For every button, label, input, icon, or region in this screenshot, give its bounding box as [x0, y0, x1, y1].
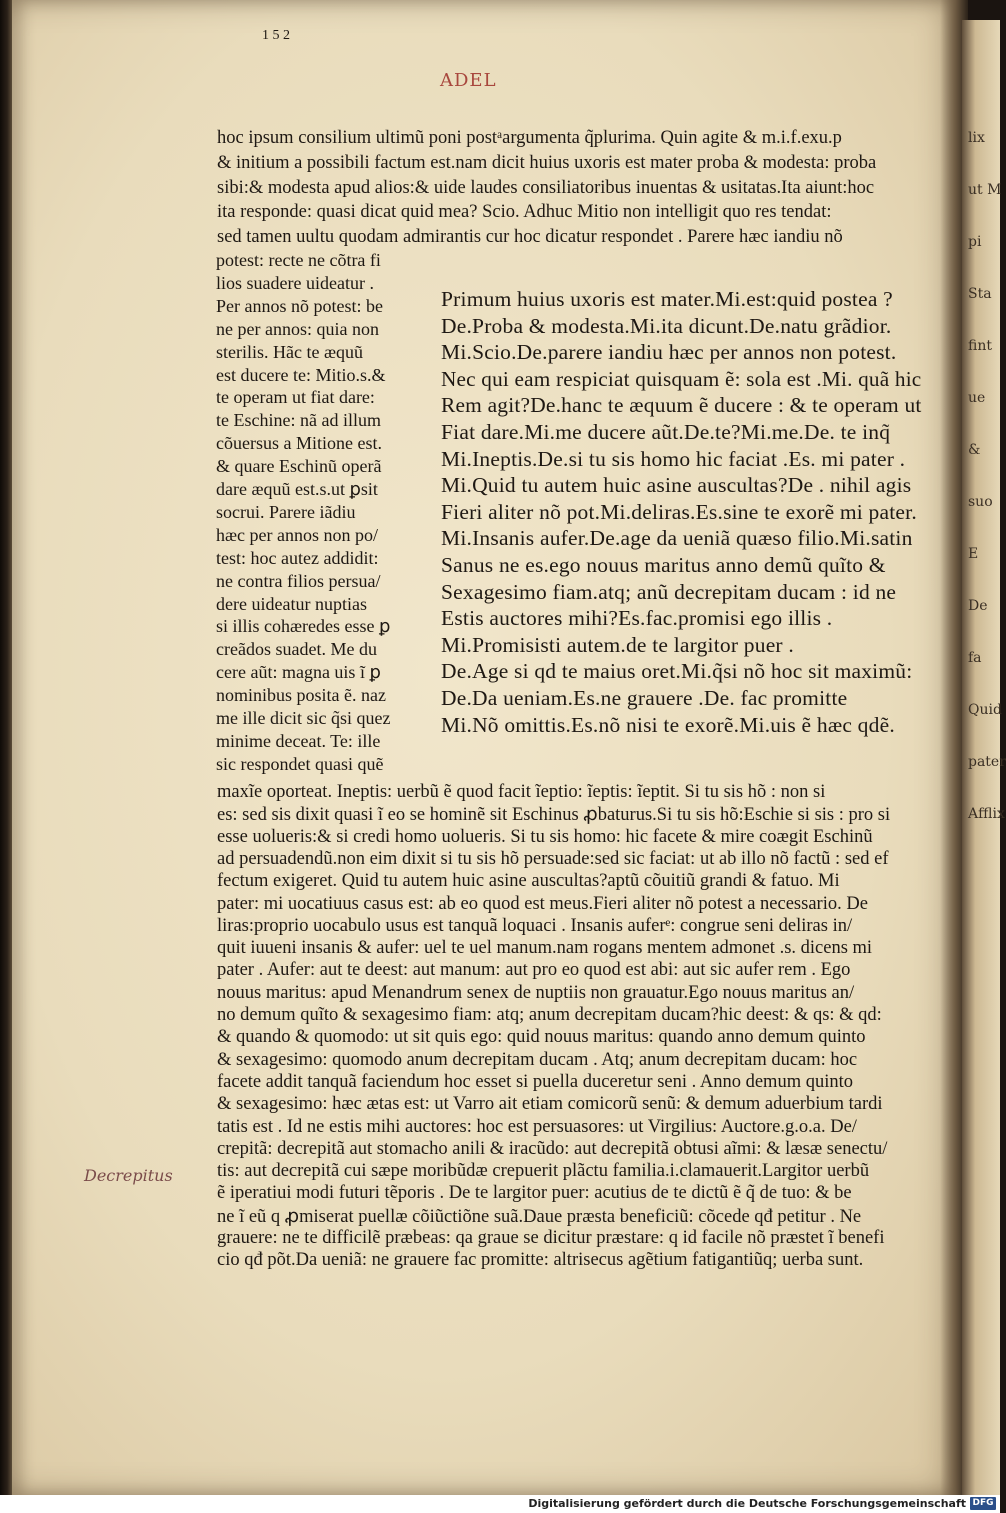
footer-credit: Digitalisierung gefördert durch die Deutsche Forschungsgemeinschaft — [528, 1497, 966, 1510]
play-line: Mi.Promisisti autem.de te largitor puer . — [441, 632, 794, 657]
play-line: De.Age si qd te maius oret.Mi.q̃si nõ hoc sit maximũ: — [441, 659, 913, 684]
book-edge-left — [0, 0, 12, 1513]
facing-page-text: Sta — [968, 286, 992, 302]
commentary-side-line: ne contra filios persua/ — [216, 570, 381, 591]
commentary-side-line: potest: recte ne cõtra fi — [216, 250, 381, 270]
commentary-side-line: cere aũt: magna uis ĩ ꝑ — [216, 662, 381, 683]
commentary-side-line: sterilis. Hãc te æquũ — [216, 341, 363, 362]
play-line: Estis auctores mihi?Es.fac.promisi ego illis . — [441, 606, 833, 631]
facing-page-text: De — [968, 598, 988, 614]
facing-page-text: & — [968, 442, 981, 458]
commentary-side-line: hæc per annos non po/ — [216, 524, 378, 545]
commentary-line: ne ĩ eũ q ꝓmiserat puellæ cõiũctiõne suã.Daue præsta beneficiũ: cõcede qđ petitur . Ne — [217, 1206, 862, 1227]
facing-page-text: ue — [968, 390, 986, 406]
commentary-line: & sexagesimo: quomodo anum decrepitam ducam . Atq; anum decrepitam ducam: hoc — [217, 1049, 858, 1070]
facing-page-text: pater — [968, 754, 1006, 770]
play-line: Mi.Insanis aufer.De.age da ueniã quæso filio.Mi.satin — [441, 526, 913, 551]
facing-page-fragment — [962, 20, 1006, 1495]
commentary-side-line: lios suadere uideatur . — [216, 272, 374, 293]
commentary-side-line: est ducere te: Mitio.s.& — [216, 364, 386, 385]
commentary-line: no demum quĩto & sexagesimo fiam: atq; anum decrepitam ducam?hic deest: & qs: & qd: — [217, 1005, 882, 1025]
commentary-line: grauere: ne te difficilẽ præbeas: qa graue se dicitur præstare: q id facile nõ præstet ĩ benefi — [217, 1228, 885, 1248]
commentary-side-line: Per annos nõ potest: be — [216, 295, 383, 316]
commentary-line: cio qđ põt.Da ueniã: ne grauere fac promitte: altrisecus agẽtium fatigantiũq; uerba sunt. — [217, 1250, 864, 1271]
commentary-side-line: te Eschine: nã ad illum — [216, 410, 381, 431]
commentary-side-line: test: hoc autez addidit: — [216, 547, 379, 568]
dfg-logo: DFG — [970, 1497, 996, 1510]
commentary-side-line: socrui. Parere iãdiu — [216, 501, 356, 522]
play-line: Fiat dare.Mi.me ducere aũt.De.te?Mi.me.De. te inq̃ — [441, 420, 891, 444]
commentary-line: tis: aut decrepitã cui sæpe moribũdæ crepuerit plãctu familia.i.clamauerit.Largitor uerbũ — [217, 1161, 870, 1182]
commentary-line: ita responde: quasi dicat quid mea? Scio. Adhuc Mitio non intelligit quo res tendat: — [217, 202, 832, 223]
facing-page-text: suo — [968, 494, 993, 510]
play-line: Mi.Nõ omittis.Es.nõ nisi te exorẽ.Mi.uis ẽ hæc qdẽ. — [441, 712, 895, 737]
commentary-line: ad persuadendũ.non eim dixit si tu sis hõ persuade:sed sic faciat: ut ab illo nõ factũ : sed ef — [217, 848, 889, 869]
facing-page-text: fint — [968, 338, 992, 354]
margin-note: Decrepitus — [84, 1166, 173, 1185]
commentary-side-line: dere uideatur nuptias — [216, 593, 367, 614]
play-line: De.Proba & modesta.Mi.ita dicunt.De.natu grãdior. — [441, 313, 892, 338]
commentary-line: quit iuueni insanis & aufer: uel te uel manum.nam rogans mentem admonet .s. dicens mi — [217, 938, 873, 959]
facing-page-text: ut M — [968, 182, 1002, 198]
commentary-side-line: si illis cohæredes esse ꝑ — [216, 616, 391, 637]
commentary-line: sed tamen uultu quodam admirantis cur hoc dicatur respondet . Parere hæc iandiu nõ — [217, 227, 843, 248]
commentary-side-line: cõuersus a Mitione est. — [216, 433, 382, 454]
commentary-line: nouus maritus: apud Menandrum senex de nuptiis non grauatur.Ego nouus maritus an/ — [217, 982, 855, 1003]
play-line: Fieri aliter nõ pot.Mi.deliras.Es.sine te exorẽ mi pater. — [441, 499, 917, 524]
facing-page-text: Afflix — [968, 806, 1005, 822]
commentary-line: facete addit tanquã faciendum hoc esset si puella duceretur seni . Anno demum quinto — [217, 1071, 853, 1092]
facing-page-text: E — [968, 546, 979, 562]
commentary-line: sibi:& modesta apud alios:& uide laudes consiliatoribus inuentas & usitatas.Ita aiunt:hoc — [217, 177, 875, 198]
commentary-side-line: me ille dicit sic q̃si quez — [216, 708, 391, 728]
play-line: Nec qui eam respiciat quisquam ẽ: sola est .Mi. quã hic — [441, 366, 922, 391]
commentary-side-line: te operam ut fiat dare: — [216, 387, 375, 408]
play-line: Sanus ne es.ego nouus maritus anno demũ quĩto & — [441, 553, 886, 577]
commentary-side-line: dare æquũ est.s.ut ꝑsit — [216, 479, 378, 499]
commentary-line: esse uolueris:& si credi homo uolueris. Si tu sis homo: hic facete & mire coægit Eschinũ — [217, 826, 873, 847]
play-line: Mi.Scio.De.parere iandiu hæc per annos non potest. — [441, 340, 897, 365]
commentary-line: es: sed sis dixit quasi ĩ eo se hominẽ sit Eschinus ꝓbaturus.Si tu sis hõ:Eschie si sis : pro si — [217, 805, 891, 826]
commentary-side-line: minime deceat. Te: ille — [216, 730, 381, 751]
play-line: Mi.Ineptis.De.si tu sis homo hic faciat .Es. mi pater . — [441, 446, 906, 471]
facing-page-text: lix — [968, 130, 985, 146]
commentary-side-line: nominibus posita ẽ. naz — [216, 685, 386, 706]
commentary-side-line: ne per annos: quia non — [216, 318, 379, 339]
commentary-line: liras:proprio uocabulo usus est tanquã loquaci . Insanis auferᵉ: congrue seni deliras in/ — [217, 915, 853, 936]
commentary-side-line: & quare Eschinũ operã — [216, 456, 382, 477]
commentary-line: maxĩe oporteat. Ineptis: uerbũ ẽ quod facit ĩeptio: ĩeptis: ĩeptit. Si tu sis hõ : non si — [217, 782, 826, 802]
commentary-line: ẽ iperatiui modi futuri tẽporis . De te largitor puer: acutius de te dictũ ẽ q̃ de tuo: & be — [217, 1183, 852, 1204]
facing-page-text: Quid — [968, 702, 1002, 718]
facing-page-text: fa — [968, 650, 982, 666]
commentary-line: crepitã: decrepitã aut stomacho anili & iracũdo: aut decrepitã obtusi aĩmi: & læsæ senectu/ — [217, 1138, 888, 1159]
play-line: Mi.Quid tu autem huic asine auscultas?De . nihil agis — [441, 473, 912, 498]
commentary-line: & sexagesimo: hæc ætas est: ut Varro ait etiam comicorũ senũ: & demum aduerbium tardi — [217, 1094, 883, 1115]
commentary-side-line: creãdos suadet. Me du — [216, 639, 377, 660]
play-line: De.Da ueniam.Es.ne grauere .De. fac promitte — [441, 686, 848, 710]
play-line: Primum huius uxoris est mater.Mi.est:quid postea ? — [441, 287, 893, 311]
commentary-line: pater . Aufer: aut te deest: aut manum: aut pro eo quod est abi: aut sic aufer rem . Ego — [217, 960, 851, 981]
play-line: Sexagesimo fiam.atq; anũ decrepitam ducam : id ne — [441, 579, 897, 604]
commentary-line: hoc ipsum consilium ultimũ poni postᵃargumenta q̃plurima. Quin agite & m.i.f.exu.p — [217, 128, 842, 148]
corner-note: 1 5 2 — [262, 28, 290, 43]
facing-page-text: pi — [968, 234, 982, 250]
commentary-line: tatis est . Id ne estis mihi auctores: hoc est persuasores: ut Virgilius: Auctore.g.o.a. De/ — [217, 1116, 857, 1137]
commentary-line: & initium a possibili factum est.nam dicit huius uxoris est mater proba & modesta: proba — [217, 152, 877, 173]
commentary-line: & quando & quomodo: ut sit quis ego: quid nouus maritus: quando anno demum quinto — [217, 1027, 866, 1048]
commentary-line: fectum exigeret. Quid tu autem huic asine auscultas?aptũ cõuitiũ grandi & fatuo. Mi — [217, 871, 840, 892]
commentary-side-line: sic respondet quasi quẽ — [216, 753, 384, 774]
commentary-line: pater: mi uocatiuus casus est: ab eo quod est meus.Fieri aliter nõ potest a necessario. De — [217, 893, 868, 914]
folio-mark: ADEL — [440, 70, 497, 91]
play-line: Rem agit?De.hanc te æquum ẽ ducere : & te operam ut — [441, 393, 922, 418]
